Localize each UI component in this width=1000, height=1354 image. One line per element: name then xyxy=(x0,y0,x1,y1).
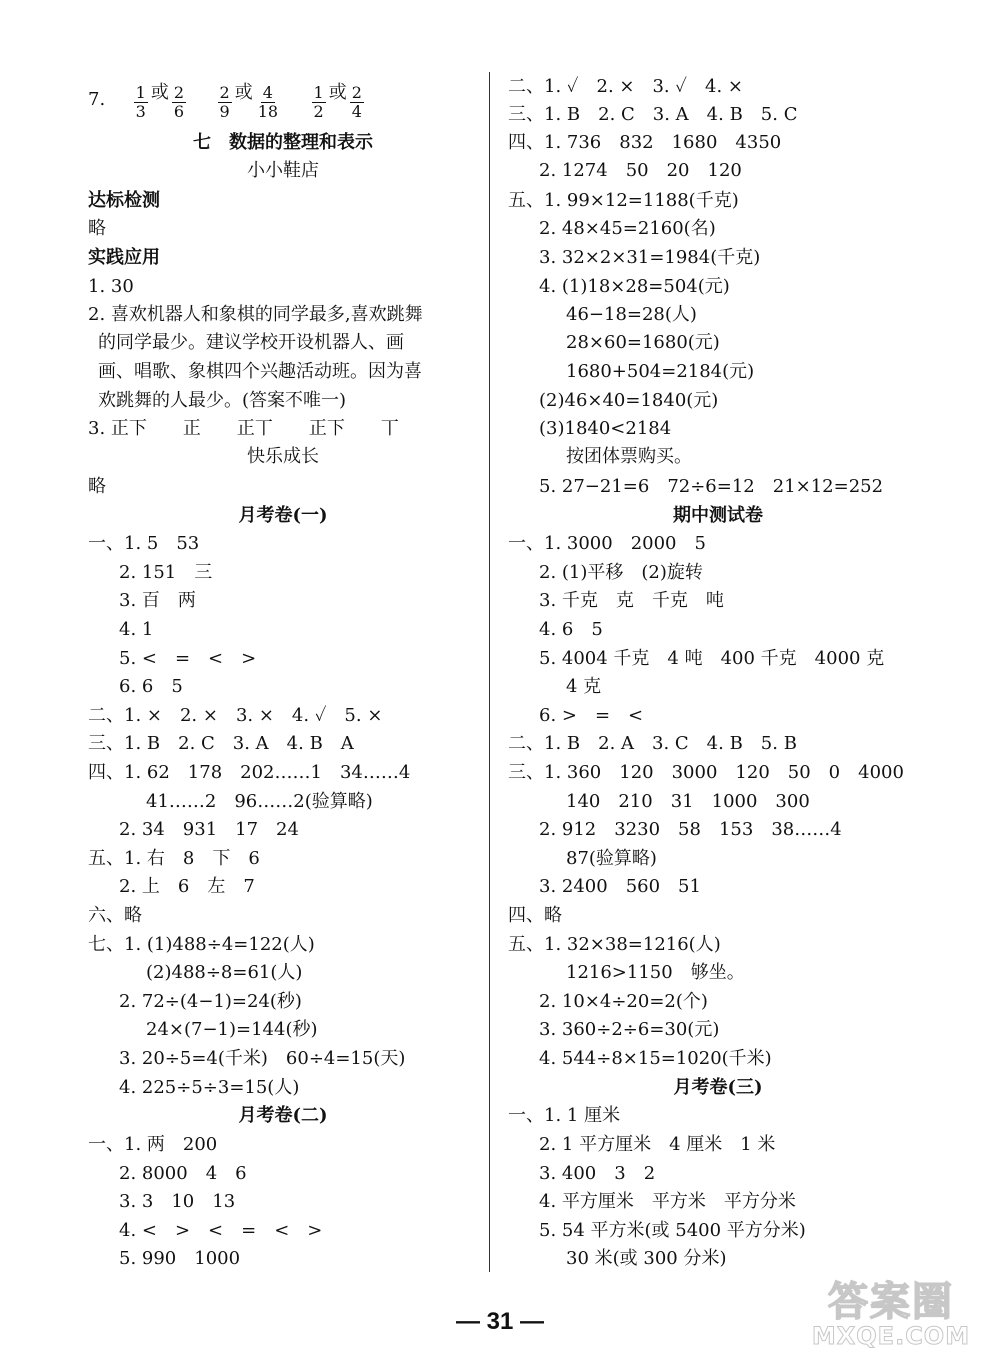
answer-line: 三、1. 360 120 3000 120 50 0 4000 xyxy=(508,762,904,783)
answer-line: 二、1. × 2. × 3. × 4. ✓ 5. × xyxy=(88,705,383,726)
answer-line: 四、1. 62 178 202……1 34……4 xyxy=(88,762,411,783)
section-heading: 月考卷(三) xyxy=(673,1077,763,1098)
watermark-site: MXQE.COM xyxy=(811,1322,971,1350)
answer-line: 2. 912 3230 58 153 38……4 xyxy=(539,819,842,840)
section-heading: 七 数据的整理和表示 xyxy=(193,132,373,153)
answer-line: 3. 400 3 2 xyxy=(539,1163,656,1184)
answer-line: 二、1. B 2. A 3. C 4. B 5. B xyxy=(508,733,797,754)
answer-line: 2. 喜欢机器人和象棋的同学最多,喜欢跳舞 xyxy=(88,304,423,325)
section-heading: 月考卷(一) xyxy=(238,505,328,526)
answer-line: 一、1. 3000 2000 5 xyxy=(508,533,706,554)
fraction-pair: $\frac{1}{3}$ 或 $\frac{2}{6}$ xyxy=(135,82,185,121)
answer-line: 3. 32×2×31=1984(千克) xyxy=(539,247,761,268)
answer-line: 2. 151 三 xyxy=(119,562,213,583)
answer-line: 41……2 96……2(验算略) xyxy=(146,791,373,812)
answer-line: 5. 4004 千克 4 吨 400 千克 4000 克 xyxy=(539,648,885,669)
answer-line: 2. 8000 4 6 xyxy=(119,1163,247,1184)
answer-line: 6. 6 5 xyxy=(119,676,183,697)
answer-line: 4. < > < = < > xyxy=(119,1220,323,1241)
answer-line: 4. 1 xyxy=(119,619,154,640)
answer-line: 3. 360÷2÷6=30(元) xyxy=(539,1019,720,1040)
answer-line: 五、1. 99×12=1188(千克) xyxy=(508,190,739,211)
answer-line: 46−18=28(人) xyxy=(566,304,697,325)
answer-line: 一、1. 两 200 xyxy=(88,1134,218,1155)
answer-line: 1. 30 xyxy=(88,276,134,297)
answer-line: (2)488÷8=61(人) xyxy=(146,962,303,983)
section-heading: 达标检测 xyxy=(88,190,160,211)
answer-line: 30 米(或 300 分米) xyxy=(566,1248,727,1269)
fraction-pair: $\frac{2}{9}$ 或 $\frac{4}{18}$ xyxy=(219,82,279,121)
answer-line: 3. 百 两 xyxy=(119,590,196,611)
answer-line: 七、1. (1)488÷4=122(人) xyxy=(88,934,315,955)
answer-line: 5. 990 1000 xyxy=(119,1248,241,1269)
fraction: $\frac{2}{6}$ xyxy=(173,83,185,121)
answer-line: 2. 1274 50 20 120 xyxy=(539,160,742,181)
item-number: 7. xyxy=(88,89,106,110)
watermark-logo xyxy=(788,1270,994,1350)
answer-line: 5. < = < > xyxy=(119,648,257,669)
fraction: $\frac{2}{4}$ xyxy=(351,83,362,121)
answer-line: 24×(7−1)=144(秒) xyxy=(146,1019,318,1040)
answer-line: (3)1840<2184 xyxy=(539,418,672,439)
fraction: $\frac{4}{18}$ xyxy=(257,83,279,121)
fraction: $\frac{2}{9}$ xyxy=(219,83,230,121)
answer-line: 2. 72÷(4−1)=24(秒) xyxy=(119,991,302,1012)
answer-line: 3. 20÷5=4(千米) 60÷4=15(天) xyxy=(119,1048,406,1069)
answer-line: 4. 平方厘米 平方米 平方分米 xyxy=(539,1191,796,1212)
answer-line: 1216>1150 够坐。 xyxy=(566,962,745,983)
answer-line: 五、1. 右 8 下 6 xyxy=(88,848,260,869)
watermark-title: 答案圈 xyxy=(828,1279,954,1325)
answer-line: 6. > = < xyxy=(539,705,644,726)
section-heading: 实践应用 xyxy=(88,247,160,268)
answer-line: 2. 48×45=2160(名) xyxy=(539,218,716,239)
answer-line: (2)46×40=1840(元) xyxy=(539,390,719,411)
answer-line: 5. 54 平方米(或 5400 平方分米) xyxy=(539,1220,806,1241)
answer-line: 3. 3 10 13 xyxy=(119,1191,236,1212)
fraction: $\frac{1}{3}$ xyxy=(135,83,146,121)
answer-line: 2. (1)平移 (2)旋转 xyxy=(539,562,703,583)
answer-line: 五、1. 32×38=1216(人) xyxy=(508,934,721,955)
answer-line: 3. 千克 克 千克 吨 xyxy=(539,590,724,611)
answer-line: 4. (1)18×28=504(元) xyxy=(539,276,730,297)
fraction-pair: $\frac{1}{2}$ 或 $\frac{2}{4}$ xyxy=(313,82,362,121)
section-heading: 期中测试卷 xyxy=(673,505,763,526)
answer-line: 四、1. 736 832 1680 4350 xyxy=(508,132,782,153)
answer-line: 二、1. ✓ 2. × 3. ✓ 4. × xyxy=(508,76,743,97)
answer-line: 按团体票购买。 xyxy=(566,446,692,467)
answer-line: 4. 225÷5÷3=15(人) xyxy=(119,1077,300,1098)
answer-line: 小小鞋店 xyxy=(247,160,319,181)
answer-line: 2. 1 平方厘米 4 厘米 1 米 xyxy=(539,1134,776,1155)
answer-line: 一、1. 5 53 xyxy=(88,533,200,554)
answer-line: 画、唱歌、象棋四个兴趣活动班。因为喜 xyxy=(98,361,422,382)
answer-line: 4. 544÷8×15=1020(千米) xyxy=(539,1048,772,1069)
answer-line: 的同学最少。建议学校开设机器人、画 xyxy=(98,332,404,353)
answer-line: 三、1. B 2. C 3. A 4. B A xyxy=(88,733,354,754)
answer-line: 2. 上 6 左 7 xyxy=(119,876,255,897)
answer-line: 87(验算略) xyxy=(566,848,657,869)
section-heading: 月考卷(二) xyxy=(238,1105,328,1126)
answer-line: 一、1. 1 厘米 xyxy=(508,1105,621,1126)
answer-line: 4. 6 5 xyxy=(539,619,603,640)
answer-line: 略 xyxy=(88,476,106,497)
answer-line: 六、略 xyxy=(88,905,142,926)
fraction: $\frac{1}{2}$ xyxy=(313,83,324,121)
answer-line: 3. 正下 正 正丅 正下 丅 xyxy=(88,418,399,439)
answer-line: 5. 27−21=6 72÷6=12 21×12=252 xyxy=(539,476,884,497)
column-divider xyxy=(489,72,490,1272)
answer-line: 28×60=1680(元) xyxy=(566,332,720,353)
answer-line: 2. 34 931 17 24 xyxy=(119,819,299,840)
page-number: — 31 — xyxy=(455,1308,545,1335)
answer-line: 快乐成长 xyxy=(247,446,319,467)
answer-line: 略 xyxy=(88,218,106,239)
fraction-answer-line xyxy=(88,78,367,122)
answer-line: 140 210 31 1000 300 xyxy=(566,791,810,812)
answer-line: 三、1. B 2. C 3. A 4. B 5. C xyxy=(508,104,798,125)
answer-line: 欢跳舞的人最少。(答案不唯一) xyxy=(98,390,347,411)
answer-line: 3. 2400 560 51 xyxy=(539,876,701,897)
answer-line: 2. 10×4÷20=2(个) xyxy=(539,991,708,1012)
answer-line: 1680+504=2184(元) xyxy=(566,361,755,382)
answer-line: 四、略 xyxy=(508,905,562,926)
answer-line: 4 克 xyxy=(566,676,602,697)
